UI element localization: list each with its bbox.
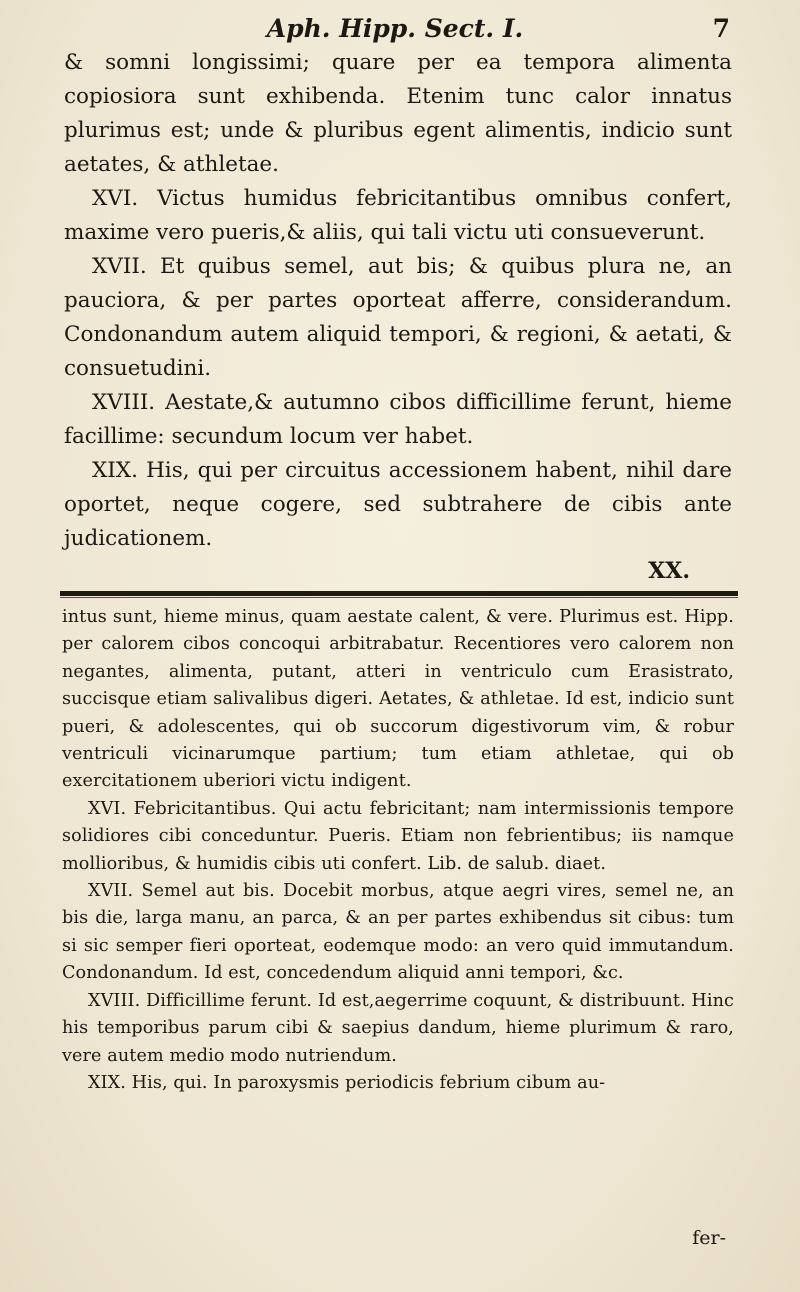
aphorism-text [64, 46, 732, 556]
aphorism-19: XIX. His, qui per circuitus accessionem habent, nihil dare oportet, neque cogere, sed subtrahere de cibis ante judicationem. [64, 458, 732, 551]
commentary-18: XVIII. Difficillime ferunt. Id est,aegerrime coquunt, & distribuunt. Hinc his temporibus parum cibi & saepius dandum, hieme plurimum & raro, vere autem medio modo nutriendum. [62, 990, 734, 1066]
commentary-continuation: intus sunt, hieme minus, quam aestate calent, & vere. Plurimus est. Hipp. per calorem cibos concoqui arbitrabatur. Recentiores vero calorem non negantes, alimenta, putant, atteri in ventriculo cum Erasistrato, succisque etiam salivalibus digeri. Aetates, & athletae. Id est, indicio sunt pueri, & adolescentes, qui ob succorum digestivorum vim, & robur ventriculi vicinarumque partium; tum etiam athletae, qui ob exercitationem uberiori victu indigent. [62, 607, 734, 792]
page-header [60, 14, 730, 44]
aphorism-continuation: & somni longissimi; quare per ea tempora alimenta copiosiora sunt exhibenda. Etenim tunc calor innatus plurimus est; unde & pluribus egent alimentis, indicio sunt aetates, & athletae. [64, 50, 732, 177]
section-divider [60, 591, 738, 596]
commentary-text [62, 604, 734, 1097]
aphorism-17: XVII. Et quibus semel, aut bis; & quibus plura ne, an pauciora, & per partes oporteat afferre, considerandum. Condonandum autem aliquid tempori, & regioni, & aetati, & consuetudini. [64, 254, 732, 381]
aphorism-16: XVI. Victus humidus febricitantibus omnibus confert, maxime vero pueris,& aliis, qui tali victu uti consueverunt. [64, 186, 732, 245]
catchword: fer- [692, 1227, 726, 1249]
page-number: 7 [712, 14, 730, 43]
commentary-19: XIX. His, qui. In paroxysmis periodicis febrium cibum au- [88, 1072, 606, 1093]
commentary-16: XVI. Febricitantibus. Qui actu febricitant; nam intermissionis tempore solidiores cibi conceduntur. Pueris. Etiam non febrientibus; iis namque mollioribus, & humidis cibis uti confert. Lib. de salub. diaet. [62, 798, 734, 874]
next-aphorism-number: XX. [648, 558, 690, 584]
commentary-17: XVII. Semel aut bis. Docebit morbus, atque aegri vires, semel ne, an bis die, larga manu, an parca, & an per partes exhibendus sit cibus: tum si sic semper fieri oporteat, eodemque modo: an vero quid immutandum. Condonandum. Id est, concedendum aliquid anni tempori, &c. [62, 881, 734, 984]
aphorism-18: XVIII. Aestate,& autumno cibos difficillime ferunt, hieme facillime: secundum locum ver habet. [64, 390, 732, 449]
running-head: Aph. Hipp. Sect. I. [266, 14, 524, 43]
